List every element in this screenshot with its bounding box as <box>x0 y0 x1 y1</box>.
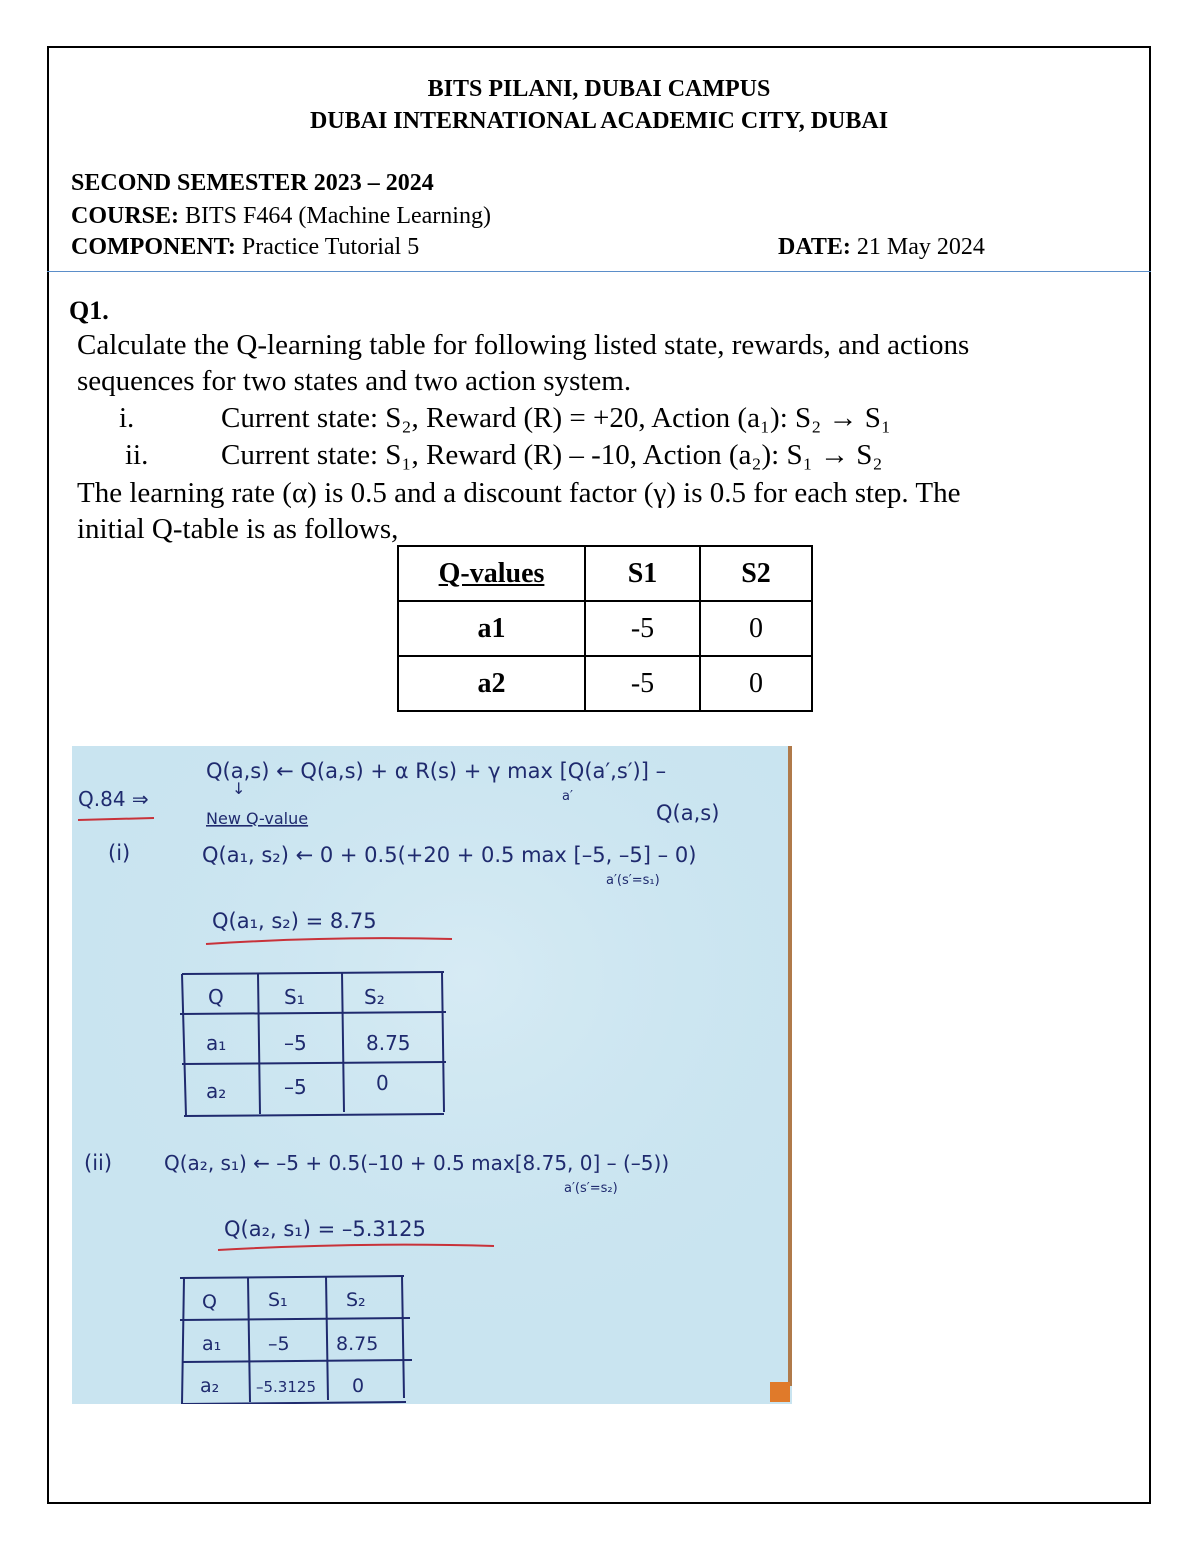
hw-part-i-subscript: a′(s′=s₁) <box>606 873 660 888</box>
hw-table-2-cell: –5 <box>268 1333 290 1355</box>
hw-part-ii-equation: Q(a₂, s₁) ← –5 + 0.5(–10 + 0.5 max[8.75, 0] – (–5)) <box>164 1151 670 1175</box>
hw-part-i-result: Q(a₁, s₂) = 8.75 <box>212 909 377 933</box>
table-cell: 0 <box>700 601 812 656</box>
table-cell: 0 <box>700 656 812 711</box>
table-cell: a2 <box>398 656 585 711</box>
board-edge <box>788 746 792 1386</box>
hw-table-2-cell: S₁ <box>268 1289 288 1311</box>
table-header-cell: S2 <box>700 546 812 601</box>
course-label: COURSE: <box>71 203 180 229</box>
hw-arrow: ↓ <box>232 779 246 798</box>
hw-table-2-cell: Q <box>202 1291 217 1313</box>
hw-table-2-cell: S₂ <box>346 1289 366 1311</box>
hw-part-i-equation: Q(a₁, s₂) ← 0 + 0.5(+20 + 0.5 max [–5, –5] – 0) <box>202 843 697 867</box>
hw-table-2-cell: 0 <box>352 1375 365 1397</box>
hw-table-1-cell: Q <box>208 985 224 1009</box>
hw-table-2-cell: –5.3125 <box>256 1378 316 1396</box>
course-value: BITS F464 (Machine Learning) <box>179 203 491 229</box>
hw-table-1-cell: a₁ <box>206 1031 227 1055</box>
table-cell: -5 <box>585 601 700 656</box>
hw-table-2-cell: a₂ <box>200 1375 220 1397</box>
hw-table-2-cell: 8.75 <box>336 1333 379 1355</box>
initial-q-table <box>397 545 813 712</box>
hw-formula-line1: Q(a,s) ← Q(a,s) + α R(s) + γ max [Q(a′,s′)] – <box>206 759 667 783</box>
hw-table-1-cell: a₂ <box>206 1079 227 1103</box>
hw-formula-subscript: a′ <box>562 789 573 804</box>
table-header-cell: S1 <box>585 546 700 601</box>
component-value: Practice Tutorial 5 <box>235 234 420 260</box>
hw-formula-line2: Q(a,s) <box>656 801 720 825</box>
hw-part-ii-label: (ii) <box>84 1151 113 1175</box>
date-line <box>778 234 985 261</box>
header-divider <box>47 271 1151 272</box>
hw-table-1-cell: 0 <box>376 1071 389 1095</box>
question-number: Q1. <box>69 296 109 325</box>
item-number: ii. <box>125 439 149 471</box>
date-label: DATE: <box>778 234 851 260</box>
hw-part-ii-subscript: a′(s′=s₂) <box>564 1181 618 1196</box>
hw-table-1-cell: S₂ <box>364 985 385 1009</box>
hw-table-1-cell: –5 <box>284 1031 307 1055</box>
hw-question-label: Q.84 ⇒ <box>78 787 149 811</box>
question-intro-line2: sequences for two states and two action system. <box>77 365 632 397</box>
item-text: Current state: S₁, Reward (R) – -10, Action (a₂): S₁ → S₂ <box>221 439 883 471</box>
hw-table-2-cell: a₁ <box>202 1333 222 1355</box>
course-line <box>71 203 491 230</box>
question-closing-line2: initial Q-table is as follows, <box>77 513 399 545</box>
hw-new-q-note: New Q-value <box>206 809 309 828</box>
table-row <box>398 656 812 711</box>
whiteboard-photo <box>72 746 792 1404</box>
hw-table-1-cell: –5 <box>284 1075 307 1099</box>
institution-name: BITS PILANI, DUBAI CAMPUS <box>427 76 771 102</box>
institution-address: DUBAI INTERNATIONAL ACADEMIC CITY, DUBAI <box>309 108 889 134</box>
hw-part-i-label: (i) <box>108 841 131 865</box>
table-header-cell: Q-values <box>398 546 585 601</box>
component-line <box>71 234 419 261</box>
table-row <box>398 601 812 656</box>
corner-marker <box>770 1382 790 1402</box>
date-value: 21 May 2024 <box>850 234 985 260</box>
hw-table-1-cell: 8.75 <box>366 1031 411 1055</box>
table-header-row <box>398 546 812 601</box>
question-closing-line1: The learning rate (α) is 0.5 and a discount factor (γ) is 0.5 for each step. The <box>77 477 961 509</box>
component-label: COMPONENT: <box>71 234 236 260</box>
hw-part-ii-result: Q(a₂, s₁) = –5.3125 <box>224 1217 426 1241</box>
table-cell: a1 <box>398 601 585 656</box>
hw-table-1-cell: S₁ <box>284 985 305 1009</box>
page-frame <box>47 46 1151 1504</box>
table-cell: -5 <box>585 656 700 711</box>
question-intro-line1: Calculate the Q-learning table for following listed state, rewards, and actions <box>77 329 970 361</box>
item-text: Current state: S₂, Reward (R) = +20, Action (a₁): S₂ → S₁ <box>221 402 891 434</box>
semester: SECOND SEMESTER 2023 – 2024 <box>71 170 434 196</box>
item-number: i. <box>119 402 135 434</box>
